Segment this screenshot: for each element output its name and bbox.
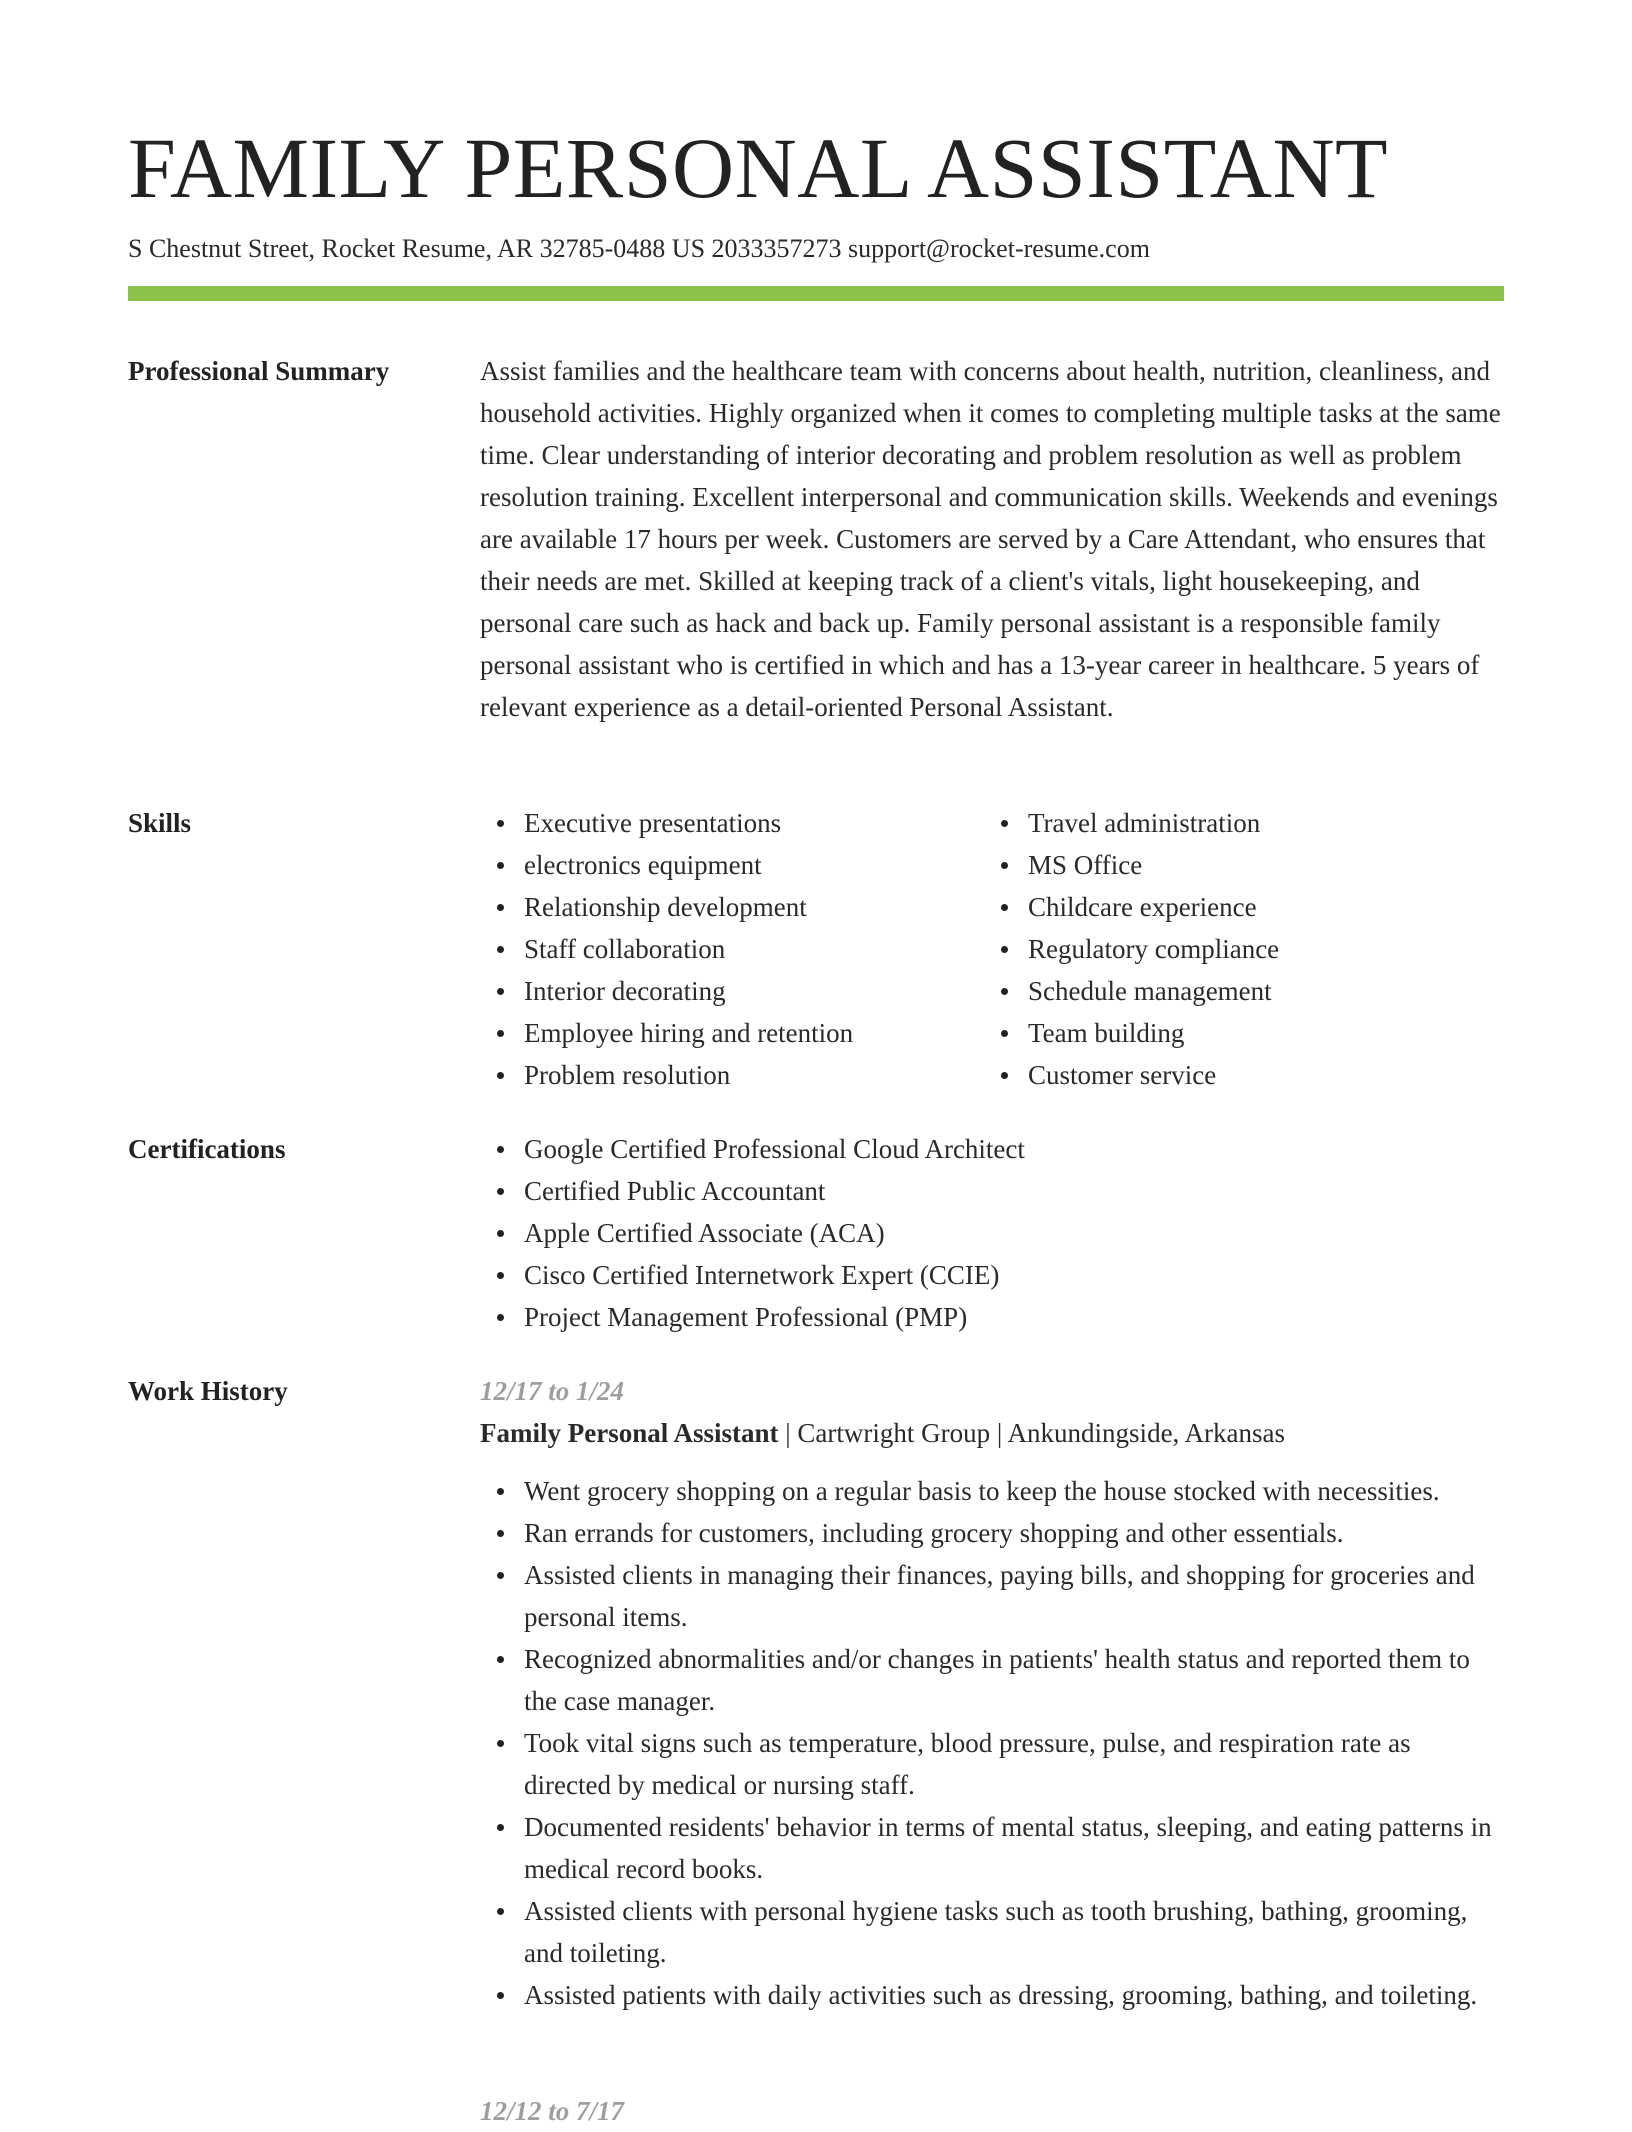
skills-column-right bbox=[984, 802, 1488, 1096]
job-duty-item: Assisted patients with daily activities such as dressing, grooming, bathing, and toileting. bbox=[524, 1974, 1504, 2016]
job-duty-item: Documented residents' behavior in terms of mental status, sleeping, and eating patterns in medical record books. bbox=[524, 1806, 1504, 1890]
skill-item: Relationship development bbox=[524, 886, 984, 928]
work-history-label: Work History bbox=[128, 1376, 288, 1406]
job-company-location: | Cartwright Group | Ankundingside, Arkansas bbox=[778, 1418, 1286, 1448]
job-title-line bbox=[480, 1412, 1504, 1454]
certification-item: Certified Public Accountant bbox=[524, 1170, 1504, 1212]
work-history-body bbox=[480, 1370, 1504, 2016]
skill-item: Regulatory compliance bbox=[1028, 928, 1488, 970]
skills-body bbox=[480, 802, 1504, 1096]
job-duty-item: Went grocery shopping on a regular basis to keep the house stocked with necessities. bbox=[524, 1470, 1504, 1512]
skills-column-left bbox=[480, 802, 984, 1096]
skills-list-right bbox=[984, 802, 1488, 1096]
job-dates: 12/12 to 7/17 bbox=[480, 2096, 625, 2126]
skill-item: Customer service bbox=[1028, 1054, 1488, 1096]
certifications-list bbox=[480, 1128, 1504, 1338]
resume-name-heading: FAMILY PERSONAL ASSISTANT bbox=[128, 120, 1389, 216]
skill-item: Schedule management bbox=[1028, 970, 1488, 1012]
job-duty-item: Assisted clients with personal hygiene tasks such as tooth brushing, bathing, grooming, and toileting. bbox=[524, 1890, 1504, 1974]
job-dates: 12/17 to 1/24 bbox=[480, 1376, 625, 1406]
skill-item: Employee hiring and retention bbox=[524, 1012, 984, 1054]
job-duties-list bbox=[480, 1470, 1504, 2016]
skills-label: Skills bbox=[128, 808, 192, 838]
accent-divider bbox=[128, 286, 1504, 301]
summary-label: Professional Summary bbox=[128, 356, 390, 386]
job-title: Family Personal Assistant bbox=[480, 1418, 779, 1448]
certification-item: Cisco Certified Internetwork Expert (CCIE) bbox=[524, 1254, 1504, 1296]
job-duty-item: Recognized abnormalities and/or changes in patients' health status and reported them to the case manager. bbox=[524, 1638, 1504, 1722]
certification-item: Apple Certified Associate (ACA) bbox=[524, 1212, 1504, 1254]
skill-item: MS Office bbox=[1028, 844, 1488, 886]
skills-list-left bbox=[480, 802, 984, 1096]
certifications-body bbox=[480, 1128, 1504, 1338]
skill-item: Staff collaboration bbox=[524, 928, 984, 970]
skill-item: Executive presentations bbox=[524, 802, 984, 844]
job-duty-item: Ran errands for customers, including grocery shopping and other essentials. bbox=[524, 1512, 1504, 1554]
certification-item: Project Management Professional (PMP) bbox=[524, 1296, 1504, 1338]
job-entry bbox=[480, 1370, 1504, 2016]
certification-item: Google Certified Professional Cloud Architect bbox=[524, 1128, 1504, 1170]
summary-body bbox=[480, 350, 1504, 728]
summary-text: Assist families and the healthcare team with concerns about health, nutrition, cleanliness, and household activities. Highly organized when it comes to completing multiple tasks at the same time. Clear understanding of interior decorating and problem resolution as well as problem resolution training. Excellent interpersonal and communication skills. Weekends and evenings are available 17 hours per week. Customers are served by a Care Attendant, who ensures that their needs are met. Skilled at keeping track of a client's vitals, light housekeeping, and personal care such as hack and back up. Family personal assistant is a responsible family personal assistant who is certified in which and has a 13-year career in healthcare. 5 years of relevant experience as a detail-oriented Personal Assistant. bbox=[480, 356, 1501, 722]
contact-info: S Chestnut Street, Rocket Resume, AR 32785-0488 US 2033357273 support@rocket-resume.com bbox=[128, 234, 1150, 263]
job-duty-item: Assisted clients in managing their finances, paying bills, and shopping for groceries and personal items. bbox=[524, 1554, 1504, 1638]
skill-item: Childcare experience bbox=[1028, 886, 1488, 928]
skill-item: Interior decorating bbox=[524, 970, 984, 1012]
skills-columns bbox=[480, 802, 1504, 1096]
skill-item: Travel administration bbox=[1028, 802, 1488, 844]
certifications-label: Certifications bbox=[128, 1134, 286, 1164]
skill-item: Team building bbox=[1028, 1012, 1488, 1054]
skill-item: Problem resolution bbox=[524, 1054, 984, 1096]
job-duty-item: Took vital signs such as temperature, blood pressure, pulse, and respiration rate as directed by medical or nursing staff. bbox=[524, 1722, 1504, 1806]
skill-item: electronics equipment bbox=[524, 844, 984, 886]
